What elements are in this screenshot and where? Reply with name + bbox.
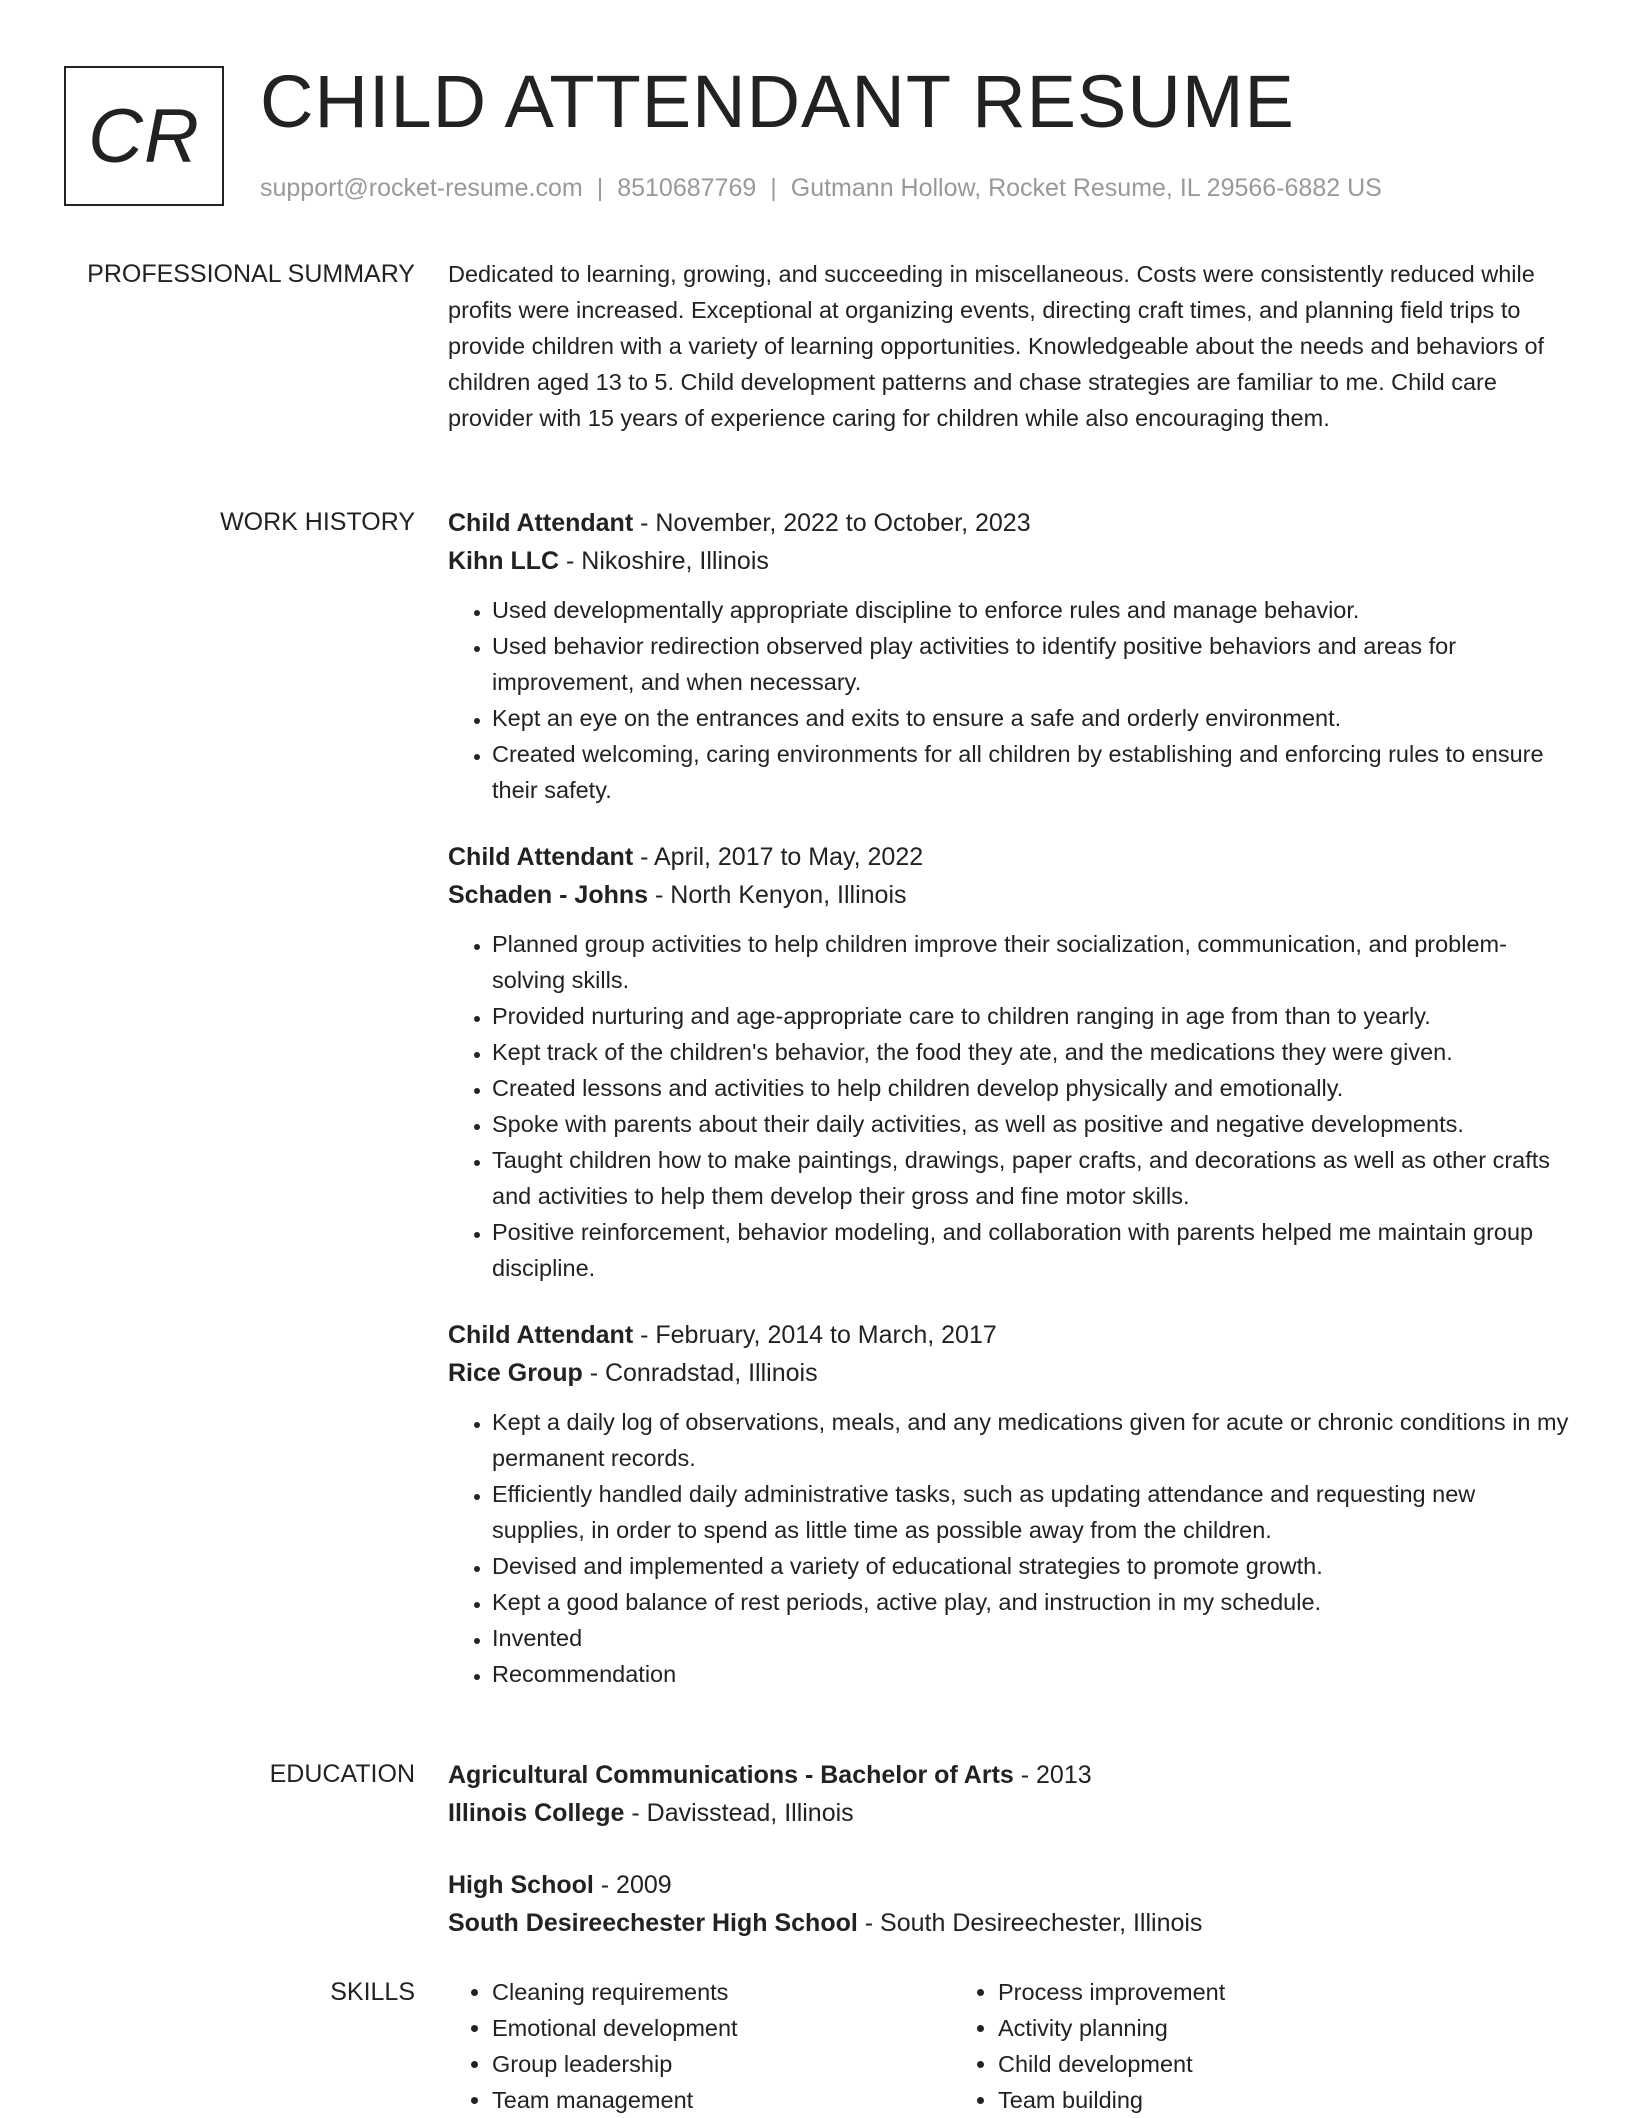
job-bullet: • Used developmentally appropriate discipline to enforce rules and manage behavior. (492, 592, 1570, 628)
job-bullet: • Devised and implemented a variety of educational strategies to promote growth. (492, 1548, 1570, 1584)
job-title-line (448, 838, 1570, 876)
education-degree-line (448, 1866, 1570, 1904)
contact-separator: | (770, 174, 777, 202)
job-bullet: • Planned group activities to help children improve their socialization, communication, and problem-solving skills. (492, 926, 1570, 998)
education-degree: Agricultural Communications - Bachelor of Arts (448, 1761, 1014, 1789)
job-title: Child Attendant (448, 509, 634, 537)
job-location: - North Kenyon, Illinois (648, 881, 907, 909)
contact-line (260, 174, 1382, 203)
job-bullets (448, 926, 1570, 1286)
job-dates: - April, 2017 to May, 2022 (633, 843, 924, 871)
job-bullet: • Taught children how to make paintings, drawings, paper crafts, and decorations as well as other crafts and activities to help them develop their gross and fine motor skills. (492, 1142, 1570, 1214)
job-location: - Conradstad, Illinois (582, 1359, 818, 1387)
job-bullets (448, 1404, 1570, 1692)
job-bullet: • Created welcoming, caring environments for all children by establishing and enforcing rules to ensure their safety. (492, 736, 1570, 808)
resume-header (64, 60, 1564, 210)
job-company: Schaden - Johns (448, 881, 649, 909)
section-heading-summary: PROFESSIONAL SUMMARY (87, 260, 415, 288)
job-entry (448, 504, 1570, 808)
contact-phone: 8510687769 (617, 174, 757, 202)
skills-list-right (954, 1974, 1460, 2118)
job-title: Child Attendant (448, 843, 634, 871)
job-bullet: • Created lessons and activities to help children develop physically and emotionally. (492, 1070, 1570, 1106)
skill-item: • Activity planning (998, 2010, 1460, 2046)
job-bullet: • Invented (492, 1620, 1570, 1656)
job-title: Child Attendant (448, 1321, 634, 1349)
job-entry (448, 1316, 1570, 1692)
job-title-line (448, 504, 1570, 542)
section-heading-education: EDUCATION (269, 1760, 415, 1788)
skill-item: • Group leadership (492, 2046, 954, 2082)
education-school: South Desireechester High School (448, 1909, 858, 1937)
job-company-line (448, 876, 1570, 914)
education-location: - Davisstead, Illinois (624, 1799, 854, 1827)
job-bullet: • Used behavior redirection observed play activities to identify positive behaviors and areas for improvement, and when necessary. (492, 628, 1570, 700)
skill-item: • Process improvement (998, 1974, 1460, 2010)
job-bullet: • Kept track of the children's behavior, the food they ate, and the medications they were given. (492, 1034, 1570, 1070)
job-company-line (448, 542, 1570, 580)
skills-list-left (448, 1974, 954, 2118)
job-dates: - November, 2022 to October, 2023 (633, 509, 1031, 537)
section-heading-work-history: WORK HISTORY (220, 508, 415, 536)
job-bullet: • Kept a good balance of rest periods, active play, and instruction in my schedule. (492, 1584, 1570, 1620)
education-location: - South Desireechester, Illinois (857, 1909, 1203, 1937)
education-school: Illinois College (448, 1799, 625, 1827)
education-entry (448, 1866, 1570, 1942)
skill-item: • Emotional development (492, 2010, 954, 2046)
job-bullet: • Efficiently handled daily administrative tasks, such as updating attendance and requesting new supplies, in order to spend as little time as possible away from the children. (492, 1476, 1570, 1548)
education-degree: High School (448, 1871, 594, 1899)
skill-item: • Team management (492, 2082, 954, 2118)
job-bullet: • Spoke with parents about their daily activities, as well as positive and negative developments. (492, 1106, 1570, 1142)
job-bullet: • Kept a daily log of observations, meals, and any medications given for acute or chronic conditions in my permanent records. (492, 1404, 1570, 1476)
education-school-line (448, 1794, 1570, 1832)
skill-item: • Cleaning requirements (492, 1974, 954, 2010)
contact-email: support@rocket-resume.com (260, 174, 583, 202)
monogram-badge: CR (64, 66, 224, 206)
section-heading-skills: SKILLS (330, 1978, 415, 2006)
summary-text: Dedicated to learning, growing, and succeeding in miscellaneous. Costs were consistently reduced while profits were increased. Exceptional at organizing events, directing craft times, and planning field trips to provide children with a variety of learning opportunities. Knowledgeable about the needs and behaviors of children aged 13 to 5. Child development patterns and chase strategies are familiar to me. Child care provider with 15 years of experience caring for children while also encouraging them. (448, 261, 1545, 431)
job-bullet: • Recommendation (492, 1656, 1570, 1692)
job-bullet: • Provided nurturing and age-appropriate care to children ranging in age from than to yearly. (492, 998, 1570, 1034)
job-bullet: • Positive reinforcement, behavior modeling, and collaboration with parents helped me maintain group discipline. (492, 1214, 1570, 1286)
education-school-line (448, 1904, 1570, 1942)
job-company-line (448, 1354, 1570, 1392)
skill-item: • Child development (998, 2046, 1460, 2082)
job-location: - Nikoshire, Illinois (559, 547, 769, 575)
education-entry (448, 1756, 1570, 1832)
job-bullet: • Kept an eye on the entrances and exits to ensure a safe and orderly environment. (492, 700, 1570, 736)
job-company: Kihn LLC (448, 547, 560, 575)
skills-columns (448, 1974, 1570, 2118)
education-degree-line (448, 1756, 1570, 1794)
job-dates: - February, 2014 to March, 2017 (633, 1321, 997, 1349)
job-company: Rice Group (448, 1359, 583, 1387)
resume-title: CHILD ATTENDANT RESUME (260, 60, 1295, 143)
job-title-line (448, 1316, 1570, 1354)
job-bullets (448, 592, 1570, 808)
education-year: - 2009 (593, 1871, 672, 1899)
contact-address: Gutmann Hollow, Rocket Resume, IL 29566-6882 US (790, 174, 1382, 202)
skill-item: • Team building (998, 2082, 1460, 2118)
job-entry (448, 838, 1570, 1286)
contact-separator: | (596, 174, 604, 202)
education-year: - 2013 (1013, 1761, 1092, 1789)
